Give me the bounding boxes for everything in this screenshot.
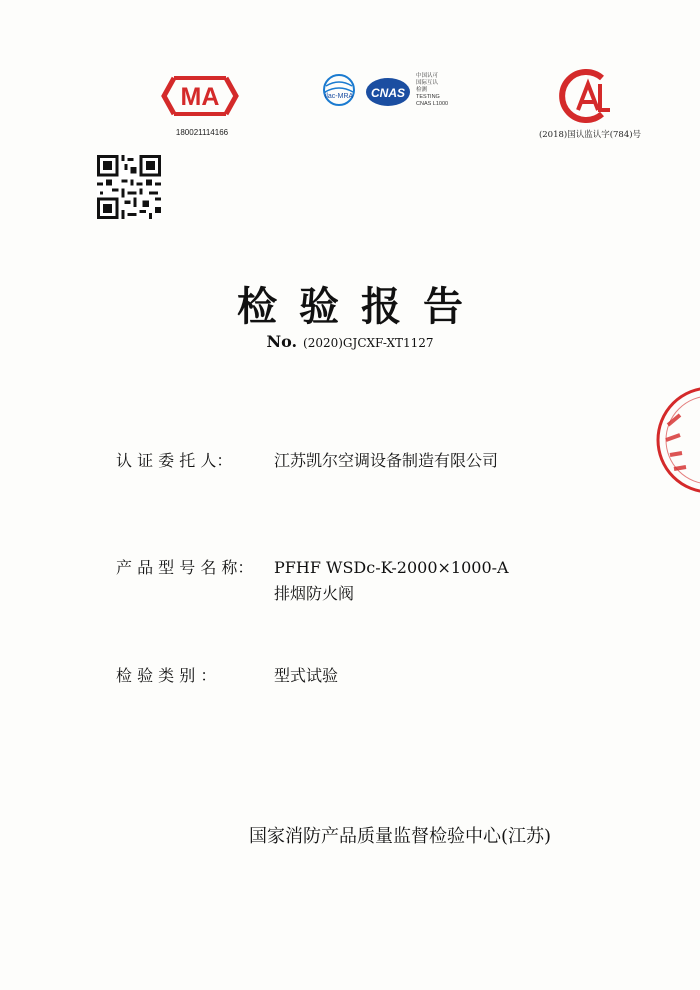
qr-code-icon — [97, 155, 161, 219]
report-number — [0, 332, 700, 351]
svg-text:ilac-MRA: ilac-MRA — [324, 93, 354, 100]
cma-code: 180021114166 — [175, 128, 229, 137]
report-number-prefix: No. — [266, 332, 298, 351]
svg-text:MA: MA — [180, 83, 220, 111]
svg-text:CAL: CAL — [584, 123, 588, 124]
cnas-logo — [365, 76, 411, 108]
red-seal-stamp — [640, 385, 700, 495]
product-row — [116, 555, 509, 581]
product-name-value: 排烟防火阀 — [274, 584, 355, 603]
client-row — [116, 448, 498, 474]
cal-code: (2018)国认监认字(784)号 — [538, 130, 642, 140]
report-title: 检验报告 — [237, 283, 485, 330]
ilac-mra-logo — [318, 72, 360, 112]
cma-logo — [160, 72, 240, 120]
inspection-type-value: 型式试验 — [274, 666, 339, 685]
inspection-type-label: 检 验 类 别 ： — [116, 666, 217, 685]
report-number-value: (2020)GJCXF-XT1127 — [303, 336, 434, 350]
cal-logo — [556, 68, 616, 124]
client-value: 江苏凯尔空调设备制造有限公司 — [274, 451, 499, 470]
client-label: 认 证 委 托 人： — [116, 451, 233, 470]
product-label: 产 品 型 号 名 称： — [116, 558, 254, 577]
cnas-text-block: 中国认可 国际互认 检测 TESTING CNAS L1000 — [416, 73, 449, 107]
issuing-organization: 国家消防产品质量监督检验中心(江苏) — [248, 826, 552, 847]
svg-text:CNAS: CNAS — [370, 86, 406, 100]
inspection-type-row — [116, 663, 338, 689]
product-model-value: PFHF WSDc-K-2000×1000-A — [274, 558, 509, 577]
